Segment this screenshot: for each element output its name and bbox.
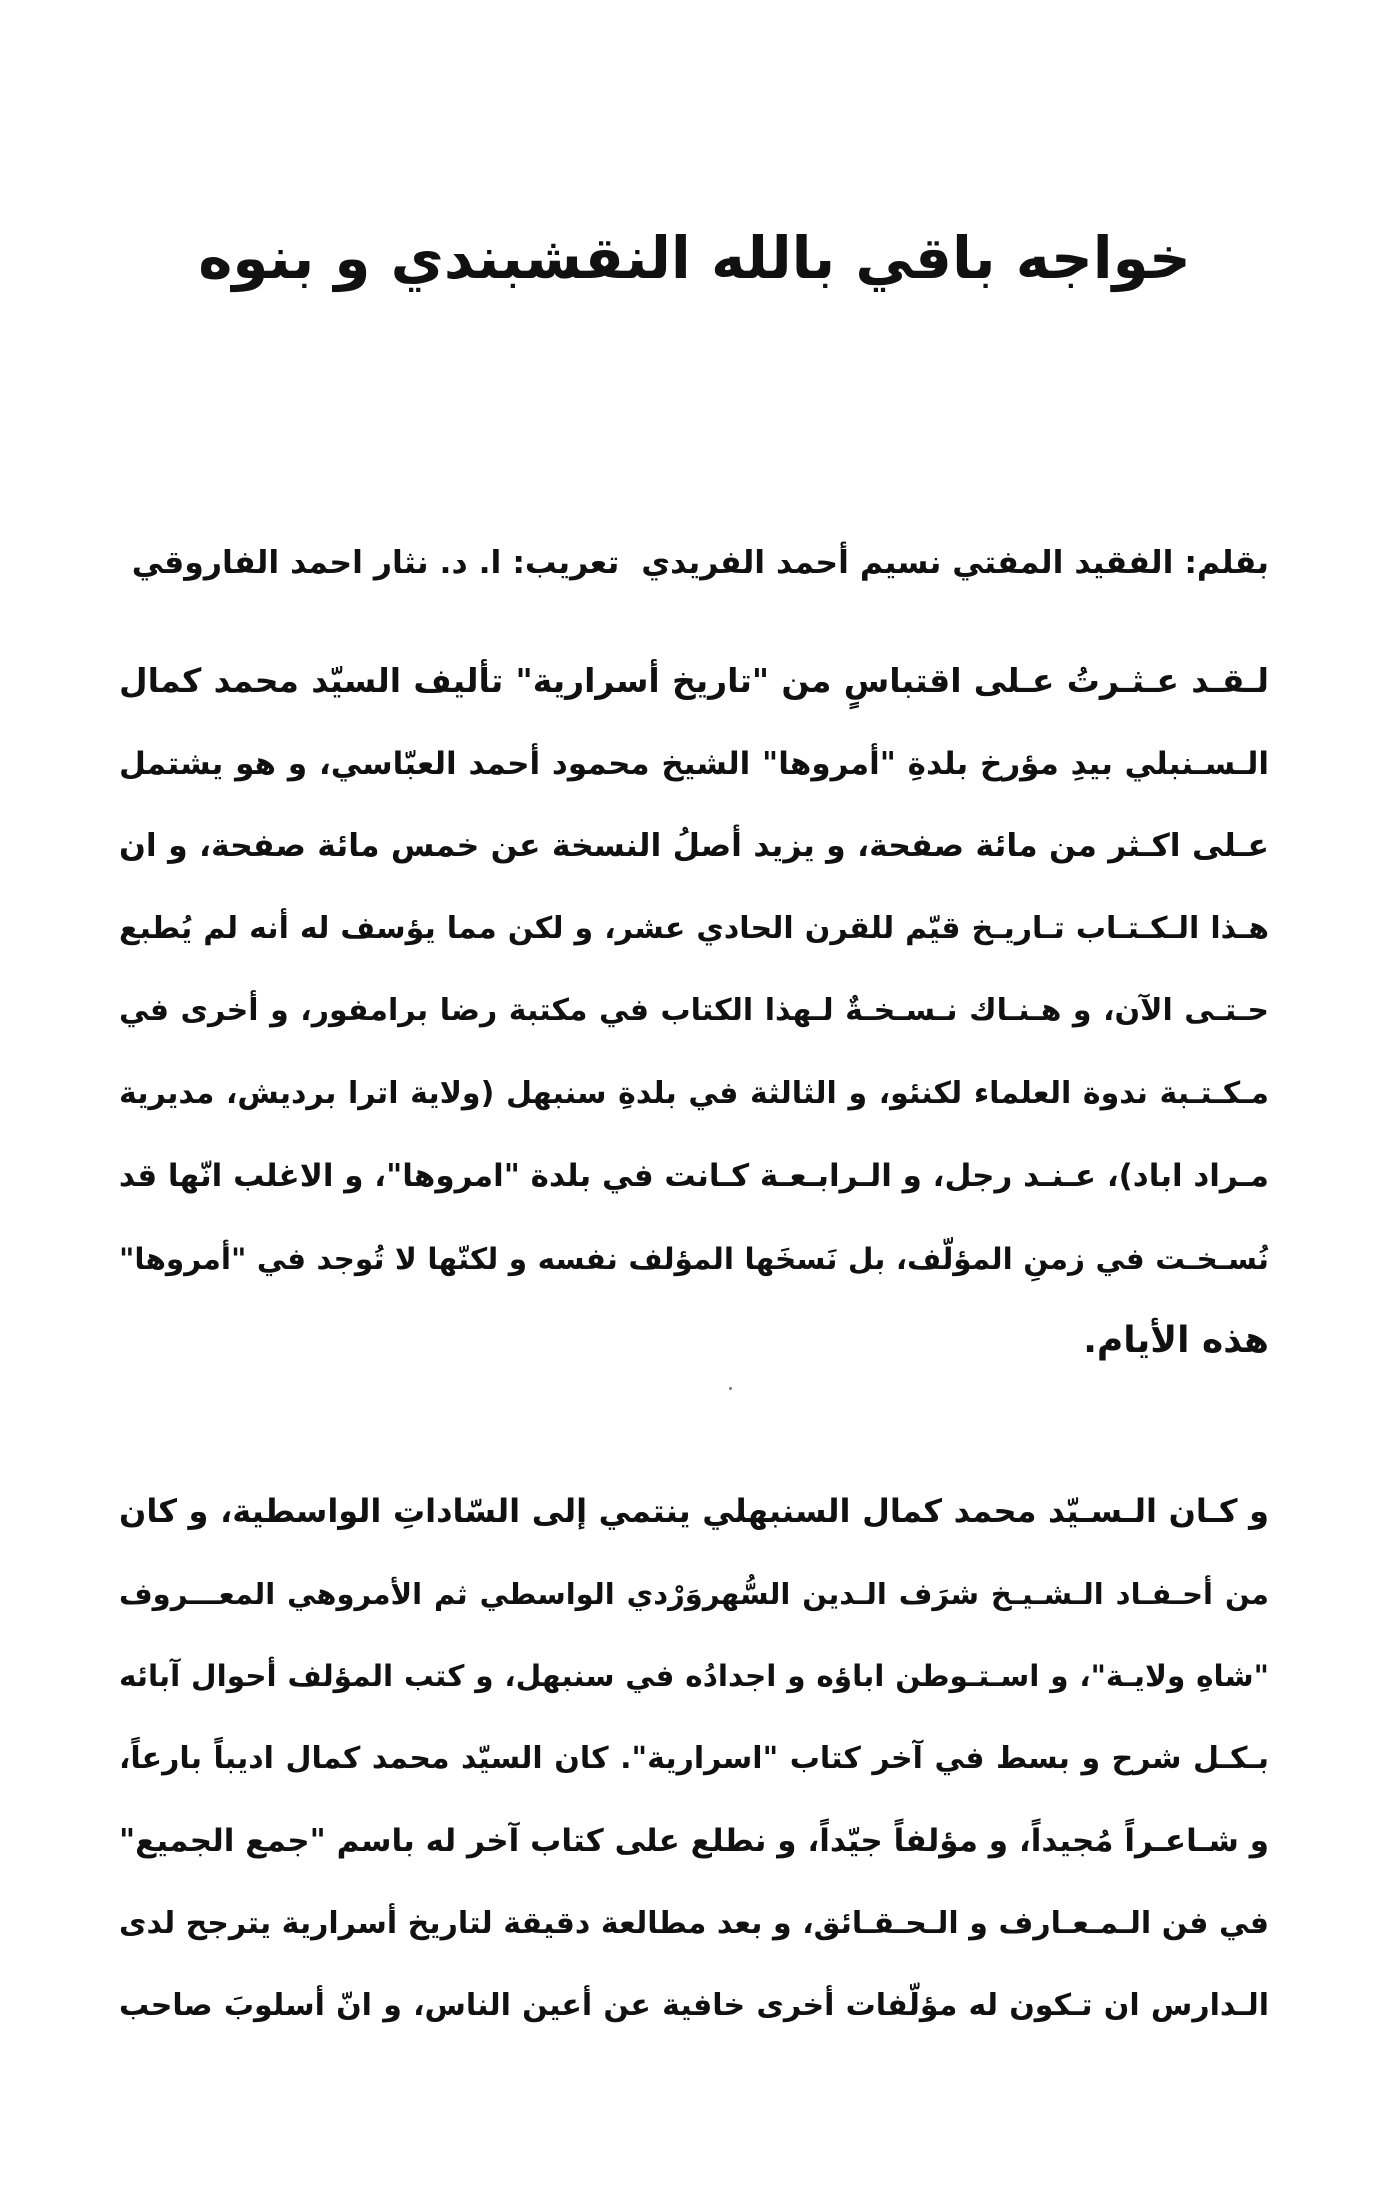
paragraph-line: بـكـل شرح و بسط في آخر كتاب "اسرارية". كان السيّد محمد كمال اديباً بارعاً، (119, 1740, 1269, 1776)
scan-speck (729, 1387, 732, 1390)
paragraph-line: مـراد اباد)، عـنـد رجل، و الـرابـعـة كـانت في بلدة "امروها"، و الاغلب انّها قد (118, 1158, 1269, 1194)
paragraph-line: و شـاعـراً مُجيداً، و مؤلفاً جيّداً، و نطلع على كتاب آخر له باسم "جمع الجميع" (119, 1823, 1269, 1859)
paragraph-line: نُسـخـت في زمنِ المؤلّف، بل نَسخَها المؤلف نفسه و لكنّها لا تُوجد في "أمروها" (119, 1241, 1269, 1276)
paragraph-line: حـتـى الآن، و هـنـاك نـسـخـةٌ لـهذا الكتاب في مكتبة رضا برامفور، و أخرى في (119, 993, 1269, 1028)
byline (119, 535, 1269, 591)
byline-translator: تعريب: ا. د. نثار احمد الفاروقي (131, 545, 620, 581)
paragraph-line: هذه الأيام. (1083, 1320, 1269, 1361)
paragraph-line: و كـان الـسـيّد محمد كمال السنبهلي ينتمي إلى السّاداتِ الواسطية، و كان (119, 1492, 1269, 1530)
paragraph-line: "شاهِ ولايـة"، و اسـتـوطن اباؤه و اجدادُه في سنبهل، و كتب المؤلف أحوال آبائه (119, 1659, 1269, 1693)
paragraph-line: هـذا الـكـتـاب تـاريـخ قيّم للقرن الحادي عشر، و لكن مما يؤسف له أنه لم يُطبع (119, 910, 1269, 946)
paragraph-line: الـدارس ان تـكون له مؤلّفات أخرى خافية عن أعين الناس، و انّ أسلوبَ صاحب (119, 1988, 1269, 2023)
paragraph-line: في فن الـمـعـارف و الـحـقـائق، و بعد مطالعة دقيقة لتاريخ أسرارية يترجح لدى (119, 1905, 1269, 1941)
paragraph-line: مـكـتـبة ندوة العلماء لكنئو، و الثالثة في بلدةِ سنبهل (ولاية اترا برديش، مديرية (119, 1075, 1269, 1111)
paragraph-1 (119, 640, 1269, 1383)
byline-author: بقلم: الفقيد المفتي نسيم أحمد الفريدي (641, 545, 1269, 581)
paragraph-line: لـقـد عـثـرتُ عـلى اقتباسٍ من "تاريخ أسرارية" تأليف السيّد محمد كمال (119, 661, 1269, 700)
paragraph-line: عـلى اكـثر من مائة صفحة، و يزيد أصلُ النسخة عن خمس مائة صفحة، و ان (119, 828, 1269, 864)
paragraph-line: الـسـنبلي بيدِ مؤرخ بلدةِ "أمروها" الشيخ محمود أحمد العبّاسي، و هو يشتمل (119, 745, 1269, 782)
paragraph-line: من أحـفـاد الـشـيـخ شرَف الـدين السُّهروَرْدي الواسطي ثم الأمروهي المعـــروف (119, 1576, 1269, 1611)
document-title: خواجه باقي بالله النقشبندي و بنوه (198, 224, 1191, 292)
paragraph-2 (119, 1470, 1269, 2048)
